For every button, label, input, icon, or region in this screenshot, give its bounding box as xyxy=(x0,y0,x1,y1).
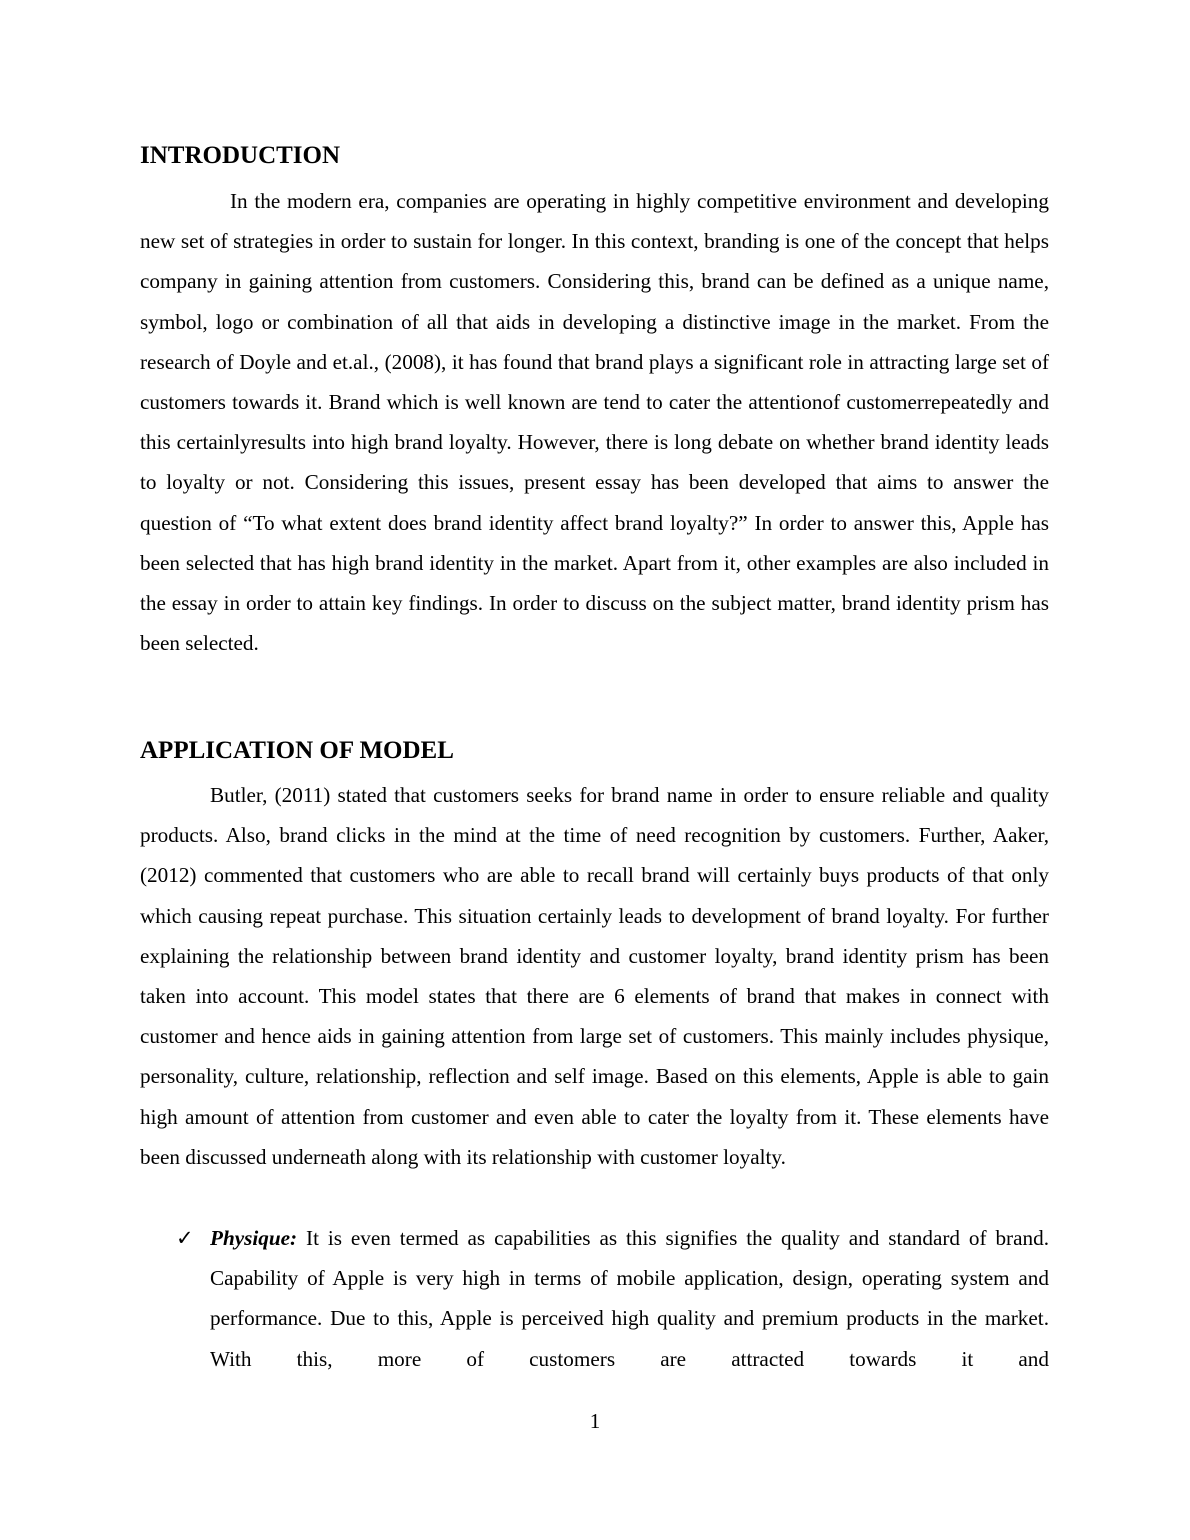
section-heading-introduction: INTRODUCTION xyxy=(140,142,341,169)
page-number: 1 xyxy=(589,1409,601,1433)
bullet-text-physique xyxy=(210,1218,1049,1379)
introduction-paragraph: In the modern era, companies are operating in highly competitive environment and developing new set of strategies in order to sustain for longer. In this context, branding is one of the concept that helps company in gaining attention from customers. Considering this, brand can be defined as a unique name, symbol, logo or combination of all that aids in developing a distinctive image in the market. From the research of Doyle and et.al., (2008), it has found that brand plays a significant role in attracting large set of customers towards it. Brand which is well known are tend to cater the attentionof customerrepeatedly and this certainlyresults into high brand loyalty. However, there is long debate on whether brand identity leads to loyalty or not. Considering this issues, present essay has been developed that aims to answer the question of “To what extent does brand identity affect brand loyalty?” In order to answer this, Apple has been selected that has high brand identity in the market. Apart from it, other examples are also included in the essay in order to attain key findings. In order to discuss on the subject matter, brand identity prism has been selected. xyxy=(140,189,1049,656)
bullet-body-physique: It is even termed as capabilities as this signifies the quality and standard of brand. Capability of Apple is very high in terms of mobile application, design, operating system and performance. Due to this, Apple is perceived high quality and premium products in the market. With this, more of customers are attracted towards it and xyxy=(210,1226,1049,1371)
section-heading-application-of-model: APPLICATION OF MODEL xyxy=(140,737,454,764)
bullet-item-physique xyxy=(140,1218,1049,1386)
bullet-term-physique: Physique: xyxy=(210,1226,298,1250)
application-paragraph: Butler, (2011) stated that customers seeks for brand name in order to ensure reliable and quality products. Also, brand clicks in the mind at the time of need recognition by customers. Further, Aaker, (2012) commented that customers who are able to recall brand will certainly buys products of that only which causing repeat purchase. This situation certainly leads to development of brand loyalty. For further explaining the relationship between brand identity and customer loyalty, brand identity prism has been taken into account. This model states that there are 6 elements of brand that makes in connect with customer and hence aids in gaining attention from large set of customers. This mainly includes physique, personality, culture, relationship, reflection and self image. Based on this elements, Apple is able to gain high amount of attention from customer and even able to cater the loyalty from it. These elements have been discussed underneath along with its relationship with customer loyalty. xyxy=(140,783,1049,1169)
checkmark-icon: ✓ xyxy=(176,1226,194,1250)
